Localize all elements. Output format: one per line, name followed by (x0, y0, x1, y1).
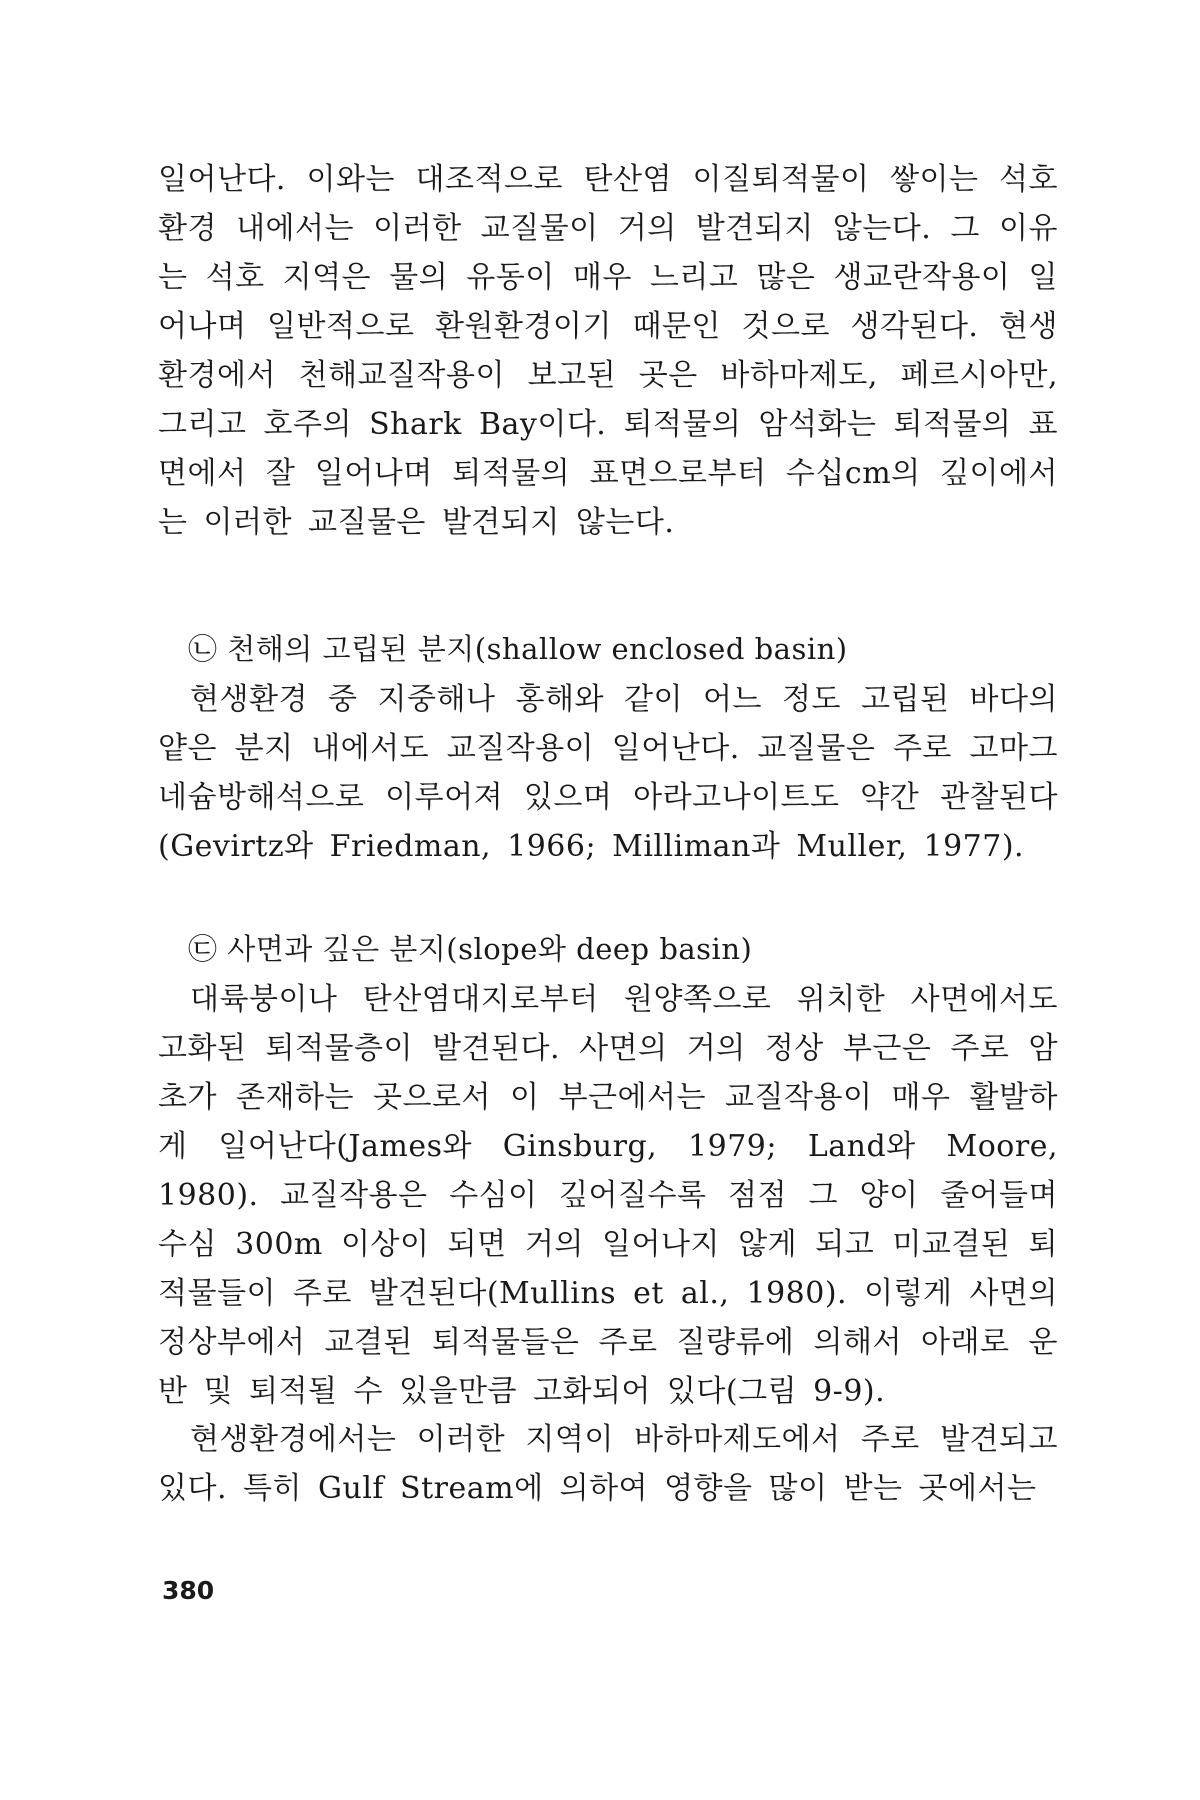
page-number: 380 (162, 1576, 215, 1605)
paragraph-slope-basin: 대륙붕이나 탄산염대지로부터 원양쪽으로 위치한 사면에서도 고화된 퇴적물층이 발견된다. 사면의 거의 정상 부근은 주로 암초가 존재하는 곳으로서 이 부근에서는 교질작용이 매우 활발하게 일어난다(James와 Ginsburg, 1979; Land와 Moore, 1980). 교질작용은 수심이 깊어질수록 점점 그 양이 줄어들며 수심 300m 이상이 되면 거의 일어나지 않게 되고 미교결된 퇴적물들이 주로 발견된다(Mullins et al., 1980). 이렇게 사면의 정상부에서 교결된 퇴적물들은 주로 질량류에 의해서 아래로 운반 및 퇴적될 수 있을만큼 고화되어 있다(그림 9-9). (158, 982, 1058, 1409)
paragraph-intro: 일어난다. 이와는 대조적으로 탄산염 이질퇴적물이 쌓이는 석호환경 내에서는 이러한 교질물이 거의 발견되지 않는다. 그 이유는 석호 지역은 물의 유동이 매우 느리고 많은 생교란작용이 일어나며 일반적으로 환원환경이기 때문인 것으로 생각된다. 현생환경에서 천해교질작용이 보고된 곳은 바하마제도, 페르시아만, 그리고 호주의 Shark Bay이다. 퇴적물의 암석화는 퇴적물의 표면에서 잘 일어나며 퇴적물의 표면으로부터 수십cm의 깊이에서는 이러한 교질물은 발견되지 않는다. (158, 162, 1058, 540)
section-heading-slope-basin: ㉢ 사면과 깊은 분지(slope와 deep basin) (188, 932, 753, 966)
paragraph-shallow-basin: 현생환경 중 지중해나 홍해와 같이 어느 정도 고립된 바다의 얕은 분지 내에서도 교질작용이 일어난다. 교질물은 주로 고마그네슘방해석으로 이루어져 있으며 아라고나이트도 약간 관찰된다(Gevirtz와 Friedman, 1966; Milliman과 Muller, 1977). (158, 682, 1058, 864)
section-heading-shallow-basin: ㉡ 천해의 고립된 분지(shallow enclosed basin) (188, 632, 848, 666)
paragraph-modern-environment: 현생환경에서는 이러한 지역이 바하마제도에서 주로 발견되고 있다. 특히 Gulf Stream에 의하여 영향을 많이 받는 곳에서는 (158, 1422, 1058, 1506)
